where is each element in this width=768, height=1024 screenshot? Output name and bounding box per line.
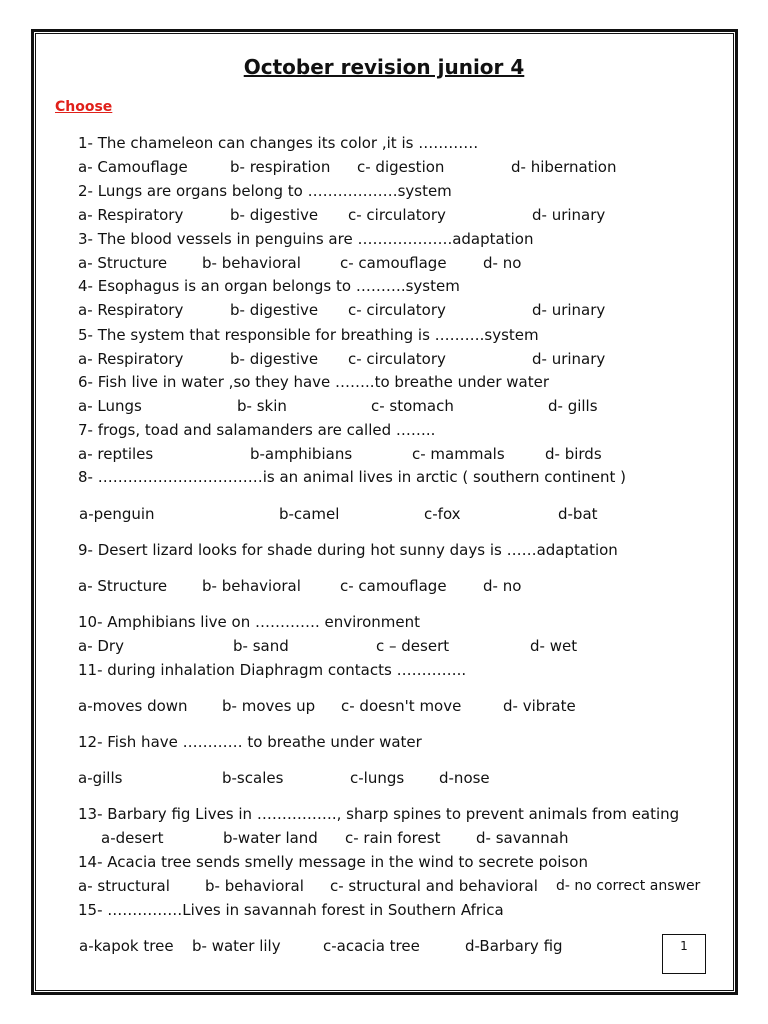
option-4c: c- circulatory — [348, 301, 446, 319]
option-7a: a- reptiles — [78, 445, 154, 463]
option-5c: c- circulatory — [348, 350, 446, 368]
option-2d: d- urinary — [532, 206, 606, 224]
question-3: 3- The blood vessels in penguins are ……………….adaptation — [78, 230, 534, 248]
option-2b: b- digestive — [230, 206, 319, 224]
option-8a: a-penguin — [79, 505, 155, 523]
option-11b: b- moves up — [222, 697, 316, 715]
option-13b: b-water land — [223, 829, 318, 847]
question-5: 5- The system that responsible for breathing is ……….system — [78, 326, 539, 344]
option-8d: d-bat — [558, 505, 598, 523]
option-2c: c- circulatory — [348, 206, 446, 224]
option-15a: a-kapok tree — [79, 937, 174, 955]
option-11c: c- doesn't move — [341, 697, 462, 715]
option-4d: d- urinary — [532, 301, 606, 319]
option-12b: b-scales — [222, 769, 284, 787]
option-13a: a-desert — [101, 829, 164, 847]
option-13c: c- rain forest — [345, 829, 441, 847]
option-9c: c- camouflage — [340, 577, 447, 595]
option-3b: b- behavioral — [202, 254, 301, 272]
option-3c: c- camouflage — [340, 254, 447, 272]
option-13d: d- savannah — [476, 829, 569, 847]
question-2: 2- Lungs are organs belong to ………………system — [78, 182, 452, 200]
option-7b: b-amphibians — [250, 445, 353, 463]
question-15: 15- ……………Lives in savannah forest in Southern Africa — [78, 901, 504, 919]
option-6c: c- stomach — [371, 397, 454, 415]
option-7c: c- mammals — [412, 445, 505, 463]
question-1: 1- The chameleon can changes its color ,it is ………… — [78, 134, 479, 152]
option-1c: c- digestion — [357, 158, 445, 176]
option-12c: c-lungs — [350, 769, 405, 787]
option-7d: d- birds — [545, 445, 602, 463]
question-12: 12- Fish have ………… to breathe under water — [78, 733, 422, 751]
option-14c: c- structural and behavioral — [330, 877, 538, 895]
question-7: 7- frogs, toad and salamanders are called …….. — [78, 421, 436, 439]
option-4a: a- Respiratory — [78, 301, 184, 319]
option-9a: a- Structure — [78, 577, 168, 595]
option-15c: c-acacia tree — [323, 937, 420, 955]
option-1b: b- respiration — [230, 158, 331, 176]
option-1d: d- hibernation — [511, 158, 617, 176]
option-11d: d- vibrate — [503, 697, 576, 715]
section-heading: Choose — [55, 99, 113, 115]
option-9b: b- behavioral — [202, 577, 301, 595]
option-11a: a-moves down — [78, 697, 188, 715]
option-5b: b- digestive — [230, 350, 319, 368]
question-13: 13- Barbary fig Lives in ……………., sharp spines to prevent animals from eating — [78, 805, 680, 823]
option-6b: b- skin — [237, 397, 287, 415]
option-4b: b- digestive — [230, 301, 319, 319]
question-6: 6- Fish live in water ,so they have ……..to breathe under water — [78, 373, 549, 391]
option-14b: b- behavioral — [205, 877, 304, 895]
option-10c: c – desert — [376, 637, 450, 655]
option-15d: d-Barbary fig — [465, 937, 563, 955]
option-15b: b- water lily — [192, 937, 281, 955]
question-14: 14- Acacia tree sends smelly message in the wind to secrete poison — [78, 853, 588, 871]
option-14a: a- structural — [78, 877, 170, 895]
question-8: 8- ……………………………is an animal lives in arctic ( southern continent ) — [78, 468, 626, 486]
option-9d: d- no — [483, 577, 522, 595]
option-6a: a- Lungs — [78, 397, 142, 415]
option-10b: b- sand — [233, 637, 289, 655]
option-1a: a- Camouflage — [78, 158, 188, 176]
option-10a: a- Dry — [78, 637, 124, 655]
option-8c: c-fox — [424, 505, 461, 523]
option-12d: d-nose — [439, 769, 490, 787]
question-10: 10- Amphibians live on …………. environment — [78, 613, 421, 631]
option-6d: d- gills — [548, 397, 598, 415]
question-11: 11- during inhalation Diaphragm contacts ………….. — [78, 661, 467, 679]
option-5a: a- Respiratory — [78, 350, 184, 368]
question-4: 4- Esophagus is an organ belongs to ……….system — [78, 277, 460, 295]
option-2a: a- Respiratory — [78, 206, 184, 224]
option-8b: b-camel — [279, 505, 340, 523]
option-14d: d- no correct answer — [556, 878, 701, 894]
page-title: October revision junior 4 — [243, 55, 525, 79]
option-3a: a- Structure — [78, 254, 168, 272]
option-10d: d- wet — [530, 637, 578, 655]
question-9: 9- Desert lizard looks for shade during hot sunny days is ……adaptation — [78, 541, 618, 559]
page-number: 1 — [662, 934, 706, 974]
option-5d: d- urinary — [532, 350, 606, 368]
option-12a: a-gills — [78, 769, 123, 787]
option-3d: d- no — [483, 254, 522, 272]
